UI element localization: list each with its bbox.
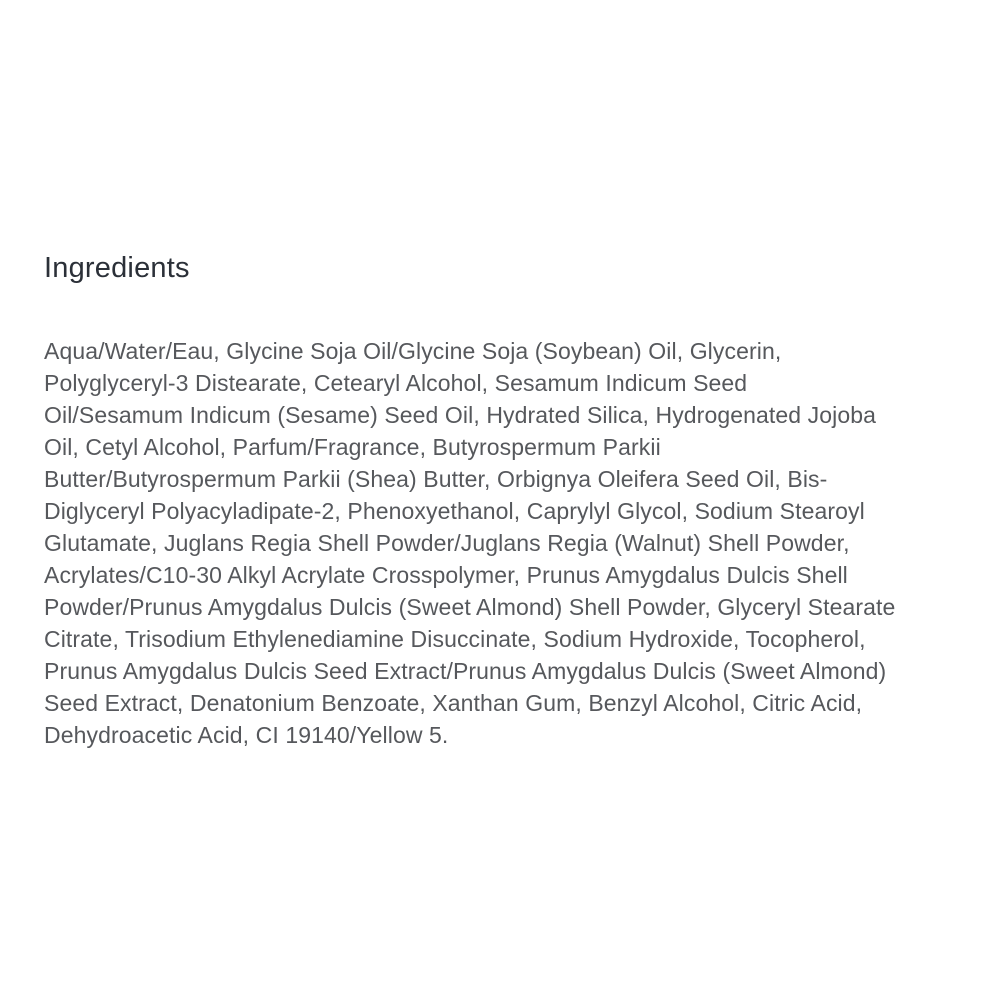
ingredients-paragraph bbox=[44, 335, 984, 751]
ingredients-line: Seed Extract, Denatonium Benzoate, Xanthan Gum, Benzyl Alcohol, Citric Acid, bbox=[44, 690, 863, 716]
ingredients-line: Prunus Amygdalus Dulcis Seed Extract/Prunus Amygdalus Dulcis (Sweet Almond) bbox=[44, 658, 887, 684]
ingredients-line: Polyglyceryl-3 Distearate, Cetearyl Alcohol, Sesamum Indicum Seed bbox=[44, 370, 748, 396]
ingredients-line: Acrylates/C10-30 Alkyl Acrylate Crosspolymer, Prunus Amygdalus Dulcis Shell bbox=[44, 562, 848, 588]
ingredients-line: Powder/Prunus Amygdalus Dulcis (Sweet Almond) Shell Powder, Glyceryl Stearate bbox=[44, 594, 896, 620]
ingredients-line: Oil, Cetyl Alcohol, Parfum/Fragrance, Butyrospermum Parkii bbox=[44, 434, 661, 460]
ingredients-line: Oil/Sesamum Indicum (Sesame) Seed Oil, Hydrated Silica, Hydrogenated Jojoba bbox=[44, 402, 877, 428]
ingredients-line: Diglyceryl Polyacyladipate-2, Phenoxyethanol, Caprylyl Glycol, Sodium Stearoyl bbox=[44, 498, 865, 524]
ingredients-line: Glutamate, Juglans Regia Shell Powder/Juglans Regia (Walnut) Shell Powder, bbox=[44, 530, 850, 556]
ingredients-line: Dehydroacetic Acid, CI 19140/Yellow 5. bbox=[44, 722, 449, 748]
ingredients-line: Butter/Butyrospermum Parkii (Shea) Butter, Orbignya Oleifera Seed Oil, Bis- bbox=[44, 466, 828, 492]
ingredients-line: Citrate, Trisodium Ethylenediamine Disuccinate, Sodium Hydroxide, Tocopherol, bbox=[44, 626, 866, 652]
ingredients-line: Aqua/Water/Eau, Glycine Soja Oil/Glycine Soja (Soybean) Oil, Glycerin, bbox=[44, 338, 782, 364]
ingredients-heading: Ingredients bbox=[44, 252, 190, 284]
